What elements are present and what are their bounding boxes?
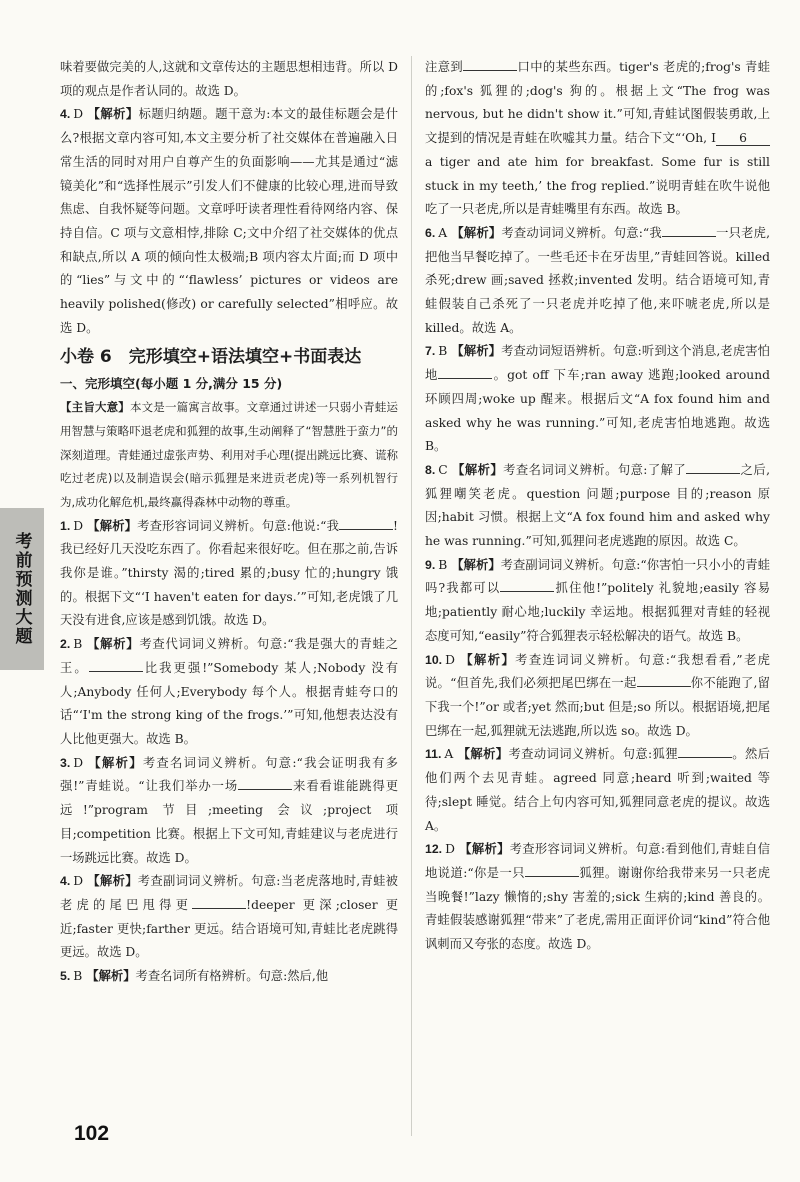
answer-item-6: 6. A 【解析】考查动词词义辨析。句意:“我 一只老虎,把他当早餐吃掉了。一些毛还卡在牙齿里,”青蛙回答说。killed 杀死;drew 画;saved 拯救;invented 发明。结合语境可知,青蛙假装自己杀死了一只老虎并吃掉了他,来吓唬老虎,所以是 killed。故选 A。 — [425, 222, 770, 341]
fill-blank — [637, 672, 691, 687]
answer-item-3: 3. D 【解析】考查名词词义辨析。句意:“我会证明我有多强!”青蛙说。“让我们举办一场 来看看谁能跳得更远!”program 节目;meeting 会议;project 项目;competition 比赛。根据上下文可知,青蛙建议与老虎进行一场跳远比赛。故选 D。 — [60, 755, 398, 865]
fill-blank-6: 6 — [716, 131, 770, 146]
continued-paragraph: 注意到 口中的某些东西。tiger's 老虎的;frog's 青蛙的;fox's 狐狸的;dog's 狗的。根据上文“The frog was nervous, but he didn't show it.”可知,青蛙试图假装勇敢,上文提到的情况是青蛙在吹嘘其力量。结合下文“‘Oh, I 6a tiger and ate him for breakfast. Some fur is still stuck in my teeth,’ the frog replied.”说明青蛙在吹牛说他吃了一只老虎,所以是青蛙嘴里有东西。故选 B。 — [425, 56, 770, 222]
answer-item-10: 10. D 【解析】考查连词词义辨析。句意:“我想看看,”老虎说。“但首先,我们必须把尾巴绑在一起 你不能跑了,留下我一个!”or 或者;yet 然而;but 但是;so 所以。根据语境,把尾巴绑在一起,狐狸就无法逃跑,所以选 so。故选 D。 — [425, 652, 770, 738]
fill-blank — [463, 56, 517, 71]
answer-item-4b: 4. D 【解析】考查副词词义辨析。句意:当老虎落地时,青蛙被老虎的尾巴甩得更 !deeper 更深;closer 更近;faster 更快;farther 更远。结合语境可知,青蛙比老虎跳得更远。故选 D。 — [60, 874, 398, 960]
gist-paragraph: 【主旨大意】本文是一篇寓言故事。文章通过讲述一只弱小青蛙运用智慧与策略吓退老虎和狐狸的故事,生动阐释了“智慧胜于蛮力”的深刻道理。青蛙通过虚张声势、利用对手心理(提出跳远比赛、谎称吃过老虎)以及制造误会(暗示狐狸是来进贡老虎)等一系列机智行为,成功化解危机,最终赢得森林中动物的尊重。 — [60, 400, 399, 509]
answer-item-11: 11. A 【解析】考查动词词义辨析。句意:狐狸 。然后他们两个去见青蛙。agreed 同意;heard 听到;waited 等待;slept 睡觉。结合上句内容可知,狐狸同意老虎的提议。故选 A。 — [425, 743, 770, 838]
left-column — [60, 56, 398, 989]
answer-item-7: 7. B 【解析】考查动词短语辨析。句意:听到这个消息,老虎害怕地 。got off 下车;ran away 逃跑;looked around 环顾四周;woke up 醒来。根据后文“A fox found him and asked why he was running.”可知,老虎害怕地逃跑。故选 B。 — [425, 344, 770, 454]
fill-blank — [89, 657, 143, 672]
right-column — [425, 56, 770, 957]
fill-blank — [525, 862, 579, 877]
intro-paragraph: 味着要做完美的人,这就和文章传达的主题思想相违背。所以 D 项的观点是作者认同的。故选 D。 — [60, 60, 398, 98]
fill-blank — [339, 515, 393, 530]
answer-item-12: 12. D 【解析】考查形容词词义辨析。句意:看到他们,青蛙自信地说道:“你是一只 狐狸。谢谢你给我带来另一只老虎当晚餐!”lazy 懒惰的;shy 害羞的;sick 生病的;kind 善良的。青蛙假装感谢狐狸“带来”了老虎,需用正面评价词“kind”符合他讽刺而又夸张的态度。故选 D。 — [425, 842, 770, 952]
fill-blank — [500, 577, 554, 592]
section-title: 小卷 6 完形填空+语法填空+书面表达 — [60, 347, 362, 368]
answer-item-9: 9. B 【解析】考查副词词义辨析。句意:“你害怕一只小小的青蛙吗?我都可以 抓住他!”politely 礼貌地;easily 容易地;patiently 耐心地;luckily 幸运地。根据狐狸对青蛙的轻视态度可知,“easily”符合狐狸表示轻松解决的语气。故选 B。 — [425, 557, 770, 643]
page-number: 102 — [74, 1122, 110, 1145]
fill-blank — [678, 743, 732, 758]
fill-blank — [238, 775, 292, 790]
subsection-title: 一、完形填空(每小题 1 分,满分 15 分) — [60, 376, 283, 392]
answer-item-5: 5. B 【解析】考查名词所有格辨析。句意:然后,他 — [60, 969, 329, 984]
fill-blank — [662, 222, 716, 237]
fill-blank — [686, 459, 740, 474]
column-divider — [411, 56, 412, 1136]
answer-item-8: 8. C 【解析】考查名词词义辨析。句意:了解了 之后,狐狸嘲笑老虎。question 问题;purpose 目的;reason 原因;habit 习惯。根据上文“A fox found him and asked why he was running.”可知,狐狸问老虎逃跑的原因。故选 C。 — [425, 459, 770, 554]
fill-blank — [192, 894, 246, 909]
answer-item-2: 2. B 【解析】考查代词词义辨析。句意:“我是强大的青蛙之王。 比我更强!”Somebody 某人;Nobody 没有人;Anybody 任何人;Everybody 每个人。根据青蛙夸口的话“‘I'm the strong king of the frogs.’”可知,他想表达没有人比他更强大。故选 B。 — [60, 637, 398, 746]
fill-blank — [438, 364, 492, 379]
side-tab: 考前预测大题 — [0, 508, 44, 670]
answer-item-4: 4. D 【解析】标题归纳题。题干意为:本文的最佳标题会是什么?根据文章内容可知,本文主要分析了社交媒体在普遍融入日常生活的同时对用户自尊产生的负面影响——尤其是通过“滤镜美化”和“选择性展示”引发人们不健康的比较心理,进而导致焦虑、自我怀疑等问题。文章呼吁读者理性看待网络内容、保持自信。C 项与文意相悖,排除 C;文中介绍了社交媒体的优点和缺点,所以 A 项的倾向性太极端;B 项内容太片面;而 D 项中的“lies”与文中的“‘flawless’ pictures or videos are heavily polished(修改) or carefully selected”相呼应。故选 D。 — [60, 107, 398, 335]
answer-item-1: 1. D 【解析】考查形容词词义辨析。句意:他说:“我 !我已经好几天没吃东西了。你看起来很好吃。但在那之前,告诉我你是谁。”thirsty 渴的;tired 累的;busy 忙的;hungry 饿的。根据下文“‘I haven't eaten for days.’”可知,老虎饿了几天没有进食,应该是感到饥饿。故选 D。 — [60, 515, 398, 634]
